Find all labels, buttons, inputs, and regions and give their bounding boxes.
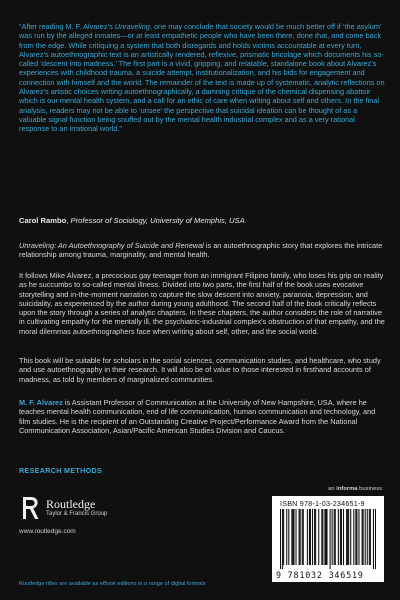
barcode-bar [283, 509, 284, 565]
barcode-box [272, 496, 384, 582]
quote-text-start: “After reading M. F. Alvarez’s [19, 22, 115, 31]
barcode-bar [356, 509, 357, 565]
book-title-italic: Unraveling: An Autoethnography of Suicide and Renewal [19, 241, 204, 250]
barcode-bar [367, 509, 368, 565]
description-p1-text: is an autoethnographic story that explores the intricate relationship among trauma, marginality, and mental health. [19, 241, 383, 260]
barcode-bar [343, 509, 344, 565]
barcode-bar [295, 509, 296, 565]
barcode-bar [350, 509, 351, 565]
barcode-bar [365, 509, 366, 565]
barcode-bar [292, 509, 293, 565]
informa-prefix: an [328, 486, 337, 492]
endorser-title: Professor of Sociology, University of Memphis, USA [70, 216, 245, 225]
barcode-bar [324, 509, 325, 565]
informa-business-mark [328, 486, 382, 492]
barcode-bar [334, 509, 335, 565]
quote-book-title: Unraveling [114, 22, 150, 31]
barcode-bar [280, 509, 281, 569]
barcode-bar [353, 509, 354, 565]
subject-category: RESEARCH METHODS [19, 466, 103, 475]
quote-text-rest: , one may conclude that society would be much better off if ‘the asylum’ was run by the alleged inmates—or at least empathetic people who have been there, done that, and come back from the edge. While critiquing a system that both disregards and holds victims accountable at every turn, Alvarez’s autoethnographic text is an artistically rendered, reflexive, prismatic bricolage which documents his so-called ‘descent into madness.’ The first part is a vivid, gripping, and relatable, standalone book about Alvarez’s experiences with childhood trauma, a suicide attempt, institutionalization, and his bids for engagement and connection with himself and the world. The remainder of the text is made up of systematic, analytic reflections on Alvarez’s artistic choices writing autoethnographically, a damning critique of the chemical dispensing abattoir which is our mental health system, and a call for an ethic of care when writing about self and others. In the final analysis, readers may not be able to ‘unsee’ the perspective that suicidal ideation can be thought of as a valuable signal function being snuffed out by the mental health industrial complex and as a very rational response to an irrational world.” [19, 22, 385, 134]
barcode-bar [355, 509, 356, 565]
endorsement-attribution [19, 216, 385, 226]
barcode-bar [340, 509, 341, 565]
routledge-logo-icon [19, 495, 41, 521]
barcode-bar [363, 509, 364, 565]
barcode-bar [322, 509, 323, 565]
publisher-group: Taylor & Francis Group [46, 511, 108, 517]
barcode-bar [369, 509, 370, 565]
barcode-bar [315, 509, 316, 565]
barcode-bar [307, 509, 308, 565]
ebook-note: Routledge titles are available as eBook editions in a range of digital formats [19, 581, 206, 587]
barcode-bar [286, 509, 287, 565]
barcode-bar [314, 509, 315, 565]
barcode-bar [303, 509, 304, 565]
description-paragraph-2: It follows Mike Alvarez, a precocious gay teenager from an immigrant Filipino family, who loses his grip on reality as he succumbs to so-called mental illness. Divided into two parts, the first half of the book uses evocative storytelling and in-the-moment narration to capture the slow descent into anxiety, paranoia, depression, and suicidality, as experienced by the author during young adulthood. The second half of the book critically reflects upon the story through a series of analytic chapters. In these chapters, the author considers the role of narrative in cultivating empathy for the mentally ill, the psychiatric-industrial complex’s obstruction of that empathy, and the moral dilemmas autoethnographers face when writing about self, other, and the social world. [19, 271, 385, 336]
barcode-bar [325, 509, 326, 565]
barcode-bar [335, 509, 336, 565]
description-paragraph-3: This book will be suitable for scholars in the social sciences, communication studies, and healthcare, who study and use autoethnography in their research. It will also be of value to those interested in firsthand accounts of madness, as told by members of marginalized communities. [19, 356, 381, 384]
isbn-text: ISBN 978-1-03-234651-9 [280, 499, 365, 508]
barcode-bars [280, 509, 376, 569]
barcode-bar [312, 509, 313, 565]
author-bio-text: is Assistant Professor of Communication at the University of New Hampshire, USA, where he teaches mental health communication, end of life communication, human communication and technology, and film studies. He is the recipient of an Outstanding Creative Project/Performance Award from the National Communication Association, Asian/Pacific American Studies Division and Caucus. [19, 398, 376, 435]
author-bio [19, 398, 385, 435]
barcode-bar [341, 509, 342, 565]
barcode-bar [373, 509, 374, 569]
barcode-bar [302, 509, 303, 565]
author-name: M. F. Alvarez [19, 398, 63, 407]
barcode-bar [288, 509, 289, 565]
description-paragraph-1 [19, 241, 385, 260]
barcode-bar [310, 509, 311, 565]
barcode-bar [291, 509, 292, 565]
barcode-bar [347, 509, 348, 565]
barcode-bar [362, 509, 363, 565]
barcode-bar [309, 509, 310, 565]
barcode-bar [370, 509, 371, 565]
barcode-bar [318, 509, 319, 565]
endorsement-quote [19, 22, 385, 134]
barcode-bar [321, 509, 322, 565]
endorser-name: Carol Rambo [19, 216, 67, 225]
informa-brand: informa [336, 486, 358, 492]
attribution-separator: , [66, 216, 71, 225]
informa-suffix: business [357, 486, 382, 492]
barcode-bar [338, 509, 339, 565]
publisher-url[interactable]: www.routledge.com [19, 528, 76, 535]
barcode-bar [282, 509, 283, 569]
barcode-bar [346, 509, 347, 565]
publisher-name: Routledge [46, 497, 96, 511]
barcode-bar [299, 509, 300, 565]
barcode-number: 9 781032 346519 [276, 570, 364, 580]
barcode-bar [326, 509, 327, 565]
barcode-bar [348, 509, 349, 565]
barcode-bar [330, 509, 331, 569]
barcode-bar [358, 509, 359, 565]
barcode-bar [300, 509, 301, 565]
barcode-bar [293, 509, 294, 565]
barcode-bar [332, 509, 333, 565]
barcode-area [272, 486, 384, 582]
barcode-bar [375, 509, 376, 569]
